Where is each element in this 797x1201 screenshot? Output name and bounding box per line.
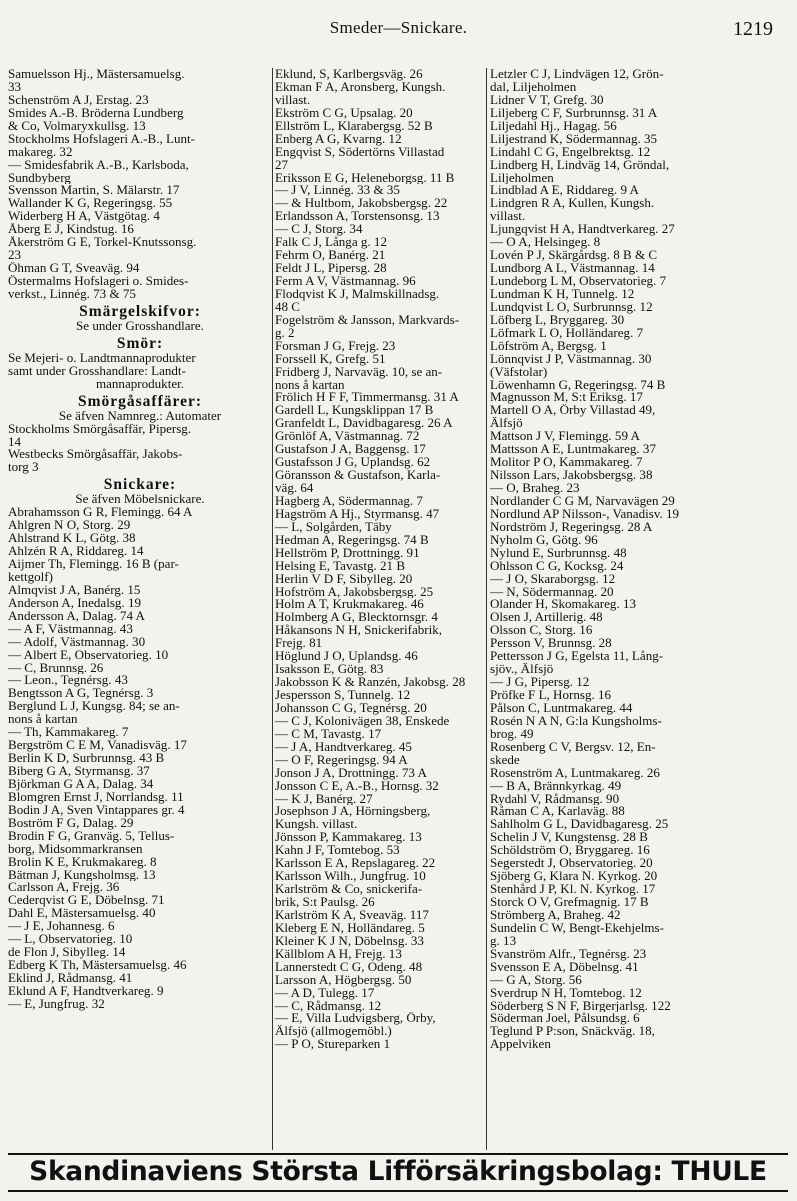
directory-line: nons å kartan	[8, 713, 78, 727]
directory-line: — J E, Johannesg. 6	[8, 920, 115, 934]
directory-line: Liljeholmen	[490, 171, 554, 185]
directory-line: — O, Braheg. 23	[490, 482, 580, 495]
directory-line: Kahn J F, Tomtebog. 53	[275, 844, 400, 858]
directory-line: Eklund A F, Handtverkareg. 9	[8, 984, 164, 998]
directory-line: Rosenström A, Luntmakareg. 26	[490, 766, 660, 780]
directory-line: Lidner V T, Grefg. 30	[490, 93, 604, 107]
directory-line: Pröfke F L, Hornsg. 16	[490, 689, 612, 702]
directory-line: Söderberg S N F, Birgerjarlsg. 122	[490, 999, 671, 1013]
directory-line: kettgolf)	[8, 570, 53, 584]
directory-line: Abrahamsson G R, Flemingg. 64 A	[8, 506, 193, 520]
directory-line: — J V, Linnég. 33 & 35	[275, 184, 400, 198]
directory-line: Löfberg L, Bryggareg. 30	[490, 313, 625, 327]
section-heading: Snickare:	[103, 476, 177, 494]
directory-line: Frejg. 81	[275, 637, 323, 651]
directory-line: — P O, Stureparken 1	[275, 1038, 391, 1052]
directory-line: Sjöberg G, Klara N. Kyrkog. 20	[490, 870, 658, 884]
directory-line: Edberg K Th, Mästersamuelsg. 46	[8, 959, 187, 972]
directory-line: Aijmer Th, Flemingg. 16 B (par-	[8, 558, 179, 571]
directory-line: Fogelström & Jansson, Markvards-	[275, 313, 460, 327]
directory-line: Jonson J A, Drottningg. 73 A	[275, 766, 427, 780]
directory-line: Hagström A Hj., Styrmansg. 47	[275, 507, 440, 521]
directory-line: Mattson J V, Flemingg. 59 A	[490, 430, 640, 444]
directory-line: Boström F G, Dalag. 29	[8, 816, 134, 830]
directory-line: Lundqvist L O, Surbrunnsg. 12	[490, 300, 653, 314]
directory-line: Enberg A G, Kvarng. 12	[275, 132, 402, 146]
directory-line: Johansson C G, Tegnérsg. 20	[275, 701, 427, 715]
directory-line: Lindberg H, Lindväg 14, Gröndal,	[490, 158, 670, 172]
directory-line: Svensson E A, Döbelnsg. 41	[490, 960, 639, 974]
directory-line: torg 3	[8, 461, 39, 475]
directory-line: — O F, Regeringsg. 94 A	[275, 753, 408, 767]
directory-line: — Adolf, Västmannag. 30	[8, 635, 146, 649]
directory-line: Gustafsson J G, Uplandsg. 62	[275, 456, 431, 470]
directory-line: Ahlgren N O, Storg. 29	[8, 519, 131, 533]
directory-line: Helsing E, Tavastg. 21 B	[275, 559, 406, 573]
directory-line: — B A, Brännkyrkag. 49	[490, 779, 622, 793]
directory-line: Ahlzén R A, Riddareg. 14	[8, 545, 144, 558]
directory-line: Hagberg A, Södermannag. 7	[275, 494, 423, 508]
directory-line: Ferm A V, Västmannag. 96	[275, 275, 416, 288]
directory-line: Stockholms Smörgåsaffär, Pipersg.	[8, 422, 192, 436]
directory-line: Samuelsson Hj., Mästersamuelsg.	[8, 68, 185, 81]
directory-line: Rosén N A N, G:la Kungsholms-	[490, 714, 662, 728]
directory-line: — E, Jungfrug. 32	[8, 997, 105, 1011]
directory-line: Olsen J, Artillerig. 48	[490, 611, 603, 625]
directory-line: Schöldström O, Bryggareg. 16	[490, 844, 650, 858]
directory-line: Löfström A, Bergsg. 1	[490, 339, 607, 353]
directory-line: Ljungqvist H A, Handtverkareg. 27	[490, 223, 675, 237]
directory-line: Olander H, Skomakareg. 13	[490, 598, 637, 612]
directory-line: Lindgren R A, Kullen, Kungsh.	[490, 197, 655, 211]
directory-line: Carlsson A, Frejg. 36	[8, 881, 120, 895]
directory-line: — E, Villa Ludvigsberg, Örby,	[275, 1012, 436, 1026]
directory-line: Karlsson E A, Repslagareg. 22	[275, 857, 436, 871]
directory-line: Kungsh. villast.	[275, 818, 358, 832]
directory-line: Sundelin C W, Bengt-Ekehjelms-	[490, 921, 664, 935]
directory-line: Söderman Joel, Pålsundsg. 6	[490, 1012, 640, 1026]
directory-line: Liljeberg C F, Surbrunnsg. 31 A	[490, 106, 658, 120]
directory-line: skede	[490, 753, 520, 767]
directory-line: — G A, Storg. 56	[490, 973, 582, 987]
directory-line: Brolin K E, Krukmakareg. 8	[8, 855, 157, 869]
directory-line: Karlström K A, Sveaväg. 117	[275, 908, 429, 922]
directory-line: Se Mejeri- o. Landtmannaprodukter	[8, 351, 196, 365]
directory-line: Andersson A, Dalag. 74 A	[8, 609, 145, 623]
directory-line: Se äfven Möbelsnickare.	[75, 493, 205, 507]
directory-line: 48 C	[275, 300, 301, 314]
directory-line: Dahl E, Mästersamuelsg. 40	[8, 907, 156, 921]
directory-line: Herlin V D F, Sibylleg. 20	[275, 572, 413, 586]
directory-line: Råman C A, Karlaväg. 88	[490, 805, 625, 819]
directory-line: Nilsson Lars, Jakobsbergsg. 38	[490, 469, 653, 482]
directory-line: Sahlholm G L, Davidbagaresg. 25	[490, 818, 669, 832]
directory-line: Lundeborg L M, Observatorieg. 7	[490, 275, 667, 288]
directory-line: Jonsson C E, A.-B., Hornsg. 32	[275, 779, 439, 793]
directory-line: Nyholm G, Götg. 96	[490, 533, 598, 547]
directory-line: Larsson A, Högbergsg. 50	[275, 973, 412, 987]
directory-line: Göransson & Gustafson, Karla-	[275, 469, 441, 482]
directory-line: g. 2	[275, 326, 295, 340]
directory-line: — J G, Pipersg. 12	[490, 676, 590, 689]
directory-line: Hellström P, Drottningg. 91	[275, 546, 420, 560]
directory-line: Rosenberg C V, Bergsv. 12, En-	[490, 740, 656, 754]
directory-line: Brodin F G, Granväg. 5, Tellus-	[8, 829, 175, 843]
directory-line: Se under Grosshandlare.	[76, 319, 204, 333]
column-middle	[272, 68, 485, 1150]
directory-line: g. 13	[490, 934, 517, 948]
directory-line: Granfeldt L, Davidbagaresg. 26 A	[275, 417, 453, 431]
directory-line: Höglund J O, Uplandsg. 46	[275, 650, 418, 664]
directory-line: Ohlsson C G, Kocksg. 24	[490, 559, 624, 573]
directory-line: villast.	[275, 93, 311, 107]
directory-line: — L, Solgården, Täby	[275, 520, 392, 534]
directory-line: Almqvist J A, Banérg. 15	[8, 583, 141, 597]
directory-line: Josephson J A, Hörningsberg,	[275, 805, 431, 819]
directory-line: borg, Midsommarkransen	[8, 842, 143, 856]
directory-line: Frölich H F F, Timmermansg. 31 A	[275, 391, 459, 405]
directory-line: — C J, Kolonivägen 38, Enskede	[275, 714, 450, 728]
directory-line: — & Hultbom, Jakobsbergsg. 22	[275, 197, 448, 211]
directory-line: Kleiner K J N, Döbelnsg. 33	[275, 934, 424, 948]
directory-columns	[0, 68, 797, 1150]
section-heading: Smör:	[116, 334, 164, 352]
directory-line: Håkansons N H, Snickerifabrik,	[275, 624, 443, 638]
directory-line: Westbecks Smörgåsaffär, Jakobs-	[8, 448, 183, 462]
directory-line: & Co, Volmaryxkullsg. 13	[8, 119, 146, 133]
directory-line: Storck O V, Grefmagnig. 17 B	[490, 896, 649, 909]
banner-text: Skandinaviens Största Lifförsäkringsbolag: THULE	[29, 1156, 767, 1187]
directory-line: Kleberg E N, Holländareg. 5	[275, 921, 425, 935]
directory-line: Jakobsson K & Ranzén, Jakobsg. 28	[275, 676, 466, 689]
directory-line: makareg. 32	[8, 145, 73, 159]
directory-line: Wallander K G, Regeringsg. 55	[8, 197, 173, 211]
directory-line: Hofström A, Jakobsbergsg. 25	[275, 585, 434, 599]
directory-line: Löwenhamn G, Regeringsg. 74 B	[490, 378, 666, 392]
directory-line: Rydahl V, Rådmansg. 90	[490, 792, 620, 806]
directory-line: Eriksson E G, Heleneborgsg. 11 B	[275, 171, 455, 185]
directory-line: Segerstedt J, Observatorieg. 20	[490, 857, 653, 871]
directory-line: Bengtsson A G, Tegnérsg. 3	[8, 687, 154, 701]
banner-rule-bottom	[8, 1190, 788, 1192]
directory-line: Åberg E J, Kindstug. 16	[8, 223, 134, 237]
directory-line: Källblom A H, Frejg. 13	[275, 947, 402, 961]
directory-line: villast.	[490, 210, 526, 224]
directory-line: Smides A.-B. Bröderna Lundberg	[8, 106, 184, 120]
directory-line: verkst., Linnég. 73 & 75	[8, 287, 136, 301]
directory-line: Fridberg J, Narvaväg. 10, se an-	[275, 365, 443, 379]
directory-line: Bodin J A, Sven Vintappares gr. 4	[8, 803, 185, 817]
directory-line: Öhman G T, Sveaväg. 94	[8, 262, 140, 275]
directory-line: Blomgren Ernst J, Norrlandsg. 11	[8, 790, 184, 804]
directory-line: — A D, Tulegg. 17	[275, 986, 375, 1000]
directory-line: väg. 64	[275, 482, 314, 495]
directory-line: Fehrm O, Banérg. 21	[275, 249, 386, 263]
directory-line: Pålson C, Luntmakareg. 44	[490, 701, 633, 715]
directory-line: Feldt J L, Pipersg. 28	[275, 262, 387, 275]
directory-line: Lovén P J, Skärgårdsg. 8 B & C	[490, 249, 658, 263]
directory-line: Lundman K H, Tunnelg. 12	[490, 287, 635, 301]
directory-line: Erlandsson A, Torstensonsg. 13	[275, 210, 440, 224]
directory-line: Anderson A, Inedalsg. 19	[8, 596, 141, 610]
directory-line: — N, Södermannag. 20	[490, 585, 614, 599]
directory-line: Biberg G A, Styrmansg. 37	[8, 765, 150, 778]
directory-line: — Albert E, Observatorieg. 10	[8, 648, 169, 662]
directory-line: — C J, Storg. 34	[275, 223, 363, 237]
directory-line: — Smidesfabrik A.-B., Karlsboda,	[8, 158, 189, 172]
directory-line: Sverdrup N H, Tomtebog. 12	[490, 986, 642, 1000]
directory-line: Grönlöf A, Västmannag. 72	[275, 430, 420, 444]
directory-line: 33	[8, 80, 22, 94]
directory-line: Mattsson A E, Luntmakareg. 37	[490, 443, 656, 457]
directory-line: Pettersson J G, Egelsta 11, Lång-	[490, 650, 664, 664]
directory-line: Isaksson E, Götg. 83	[275, 663, 384, 677]
directory-line: 23	[8, 249, 22, 263]
directory-line: brog. 49	[490, 727, 534, 741]
directory-line: — J A, Handtverkareg. 45	[275, 740, 412, 754]
directory-line: Teglund P P:son, Snäckväg. 18,	[490, 1025, 655, 1039]
directory-line: Persson V, Brunnsg. 28	[490, 637, 612, 651]
directory-line: Liljedahl Hj., Hagag. 56	[490, 119, 617, 133]
advertisement-banner	[8, 1153, 788, 1193]
directory-line: Ellström L, Klarabergsg. 52 B	[275, 119, 433, 133]
directory-line: Eklind J, Rådmansg. 41	[8, 972, 133, 985]
directory-line: — C, Brunnsg. 26	[8, 661, 104, 675]
directory-line: Ekström C G, Upsalag. 20	[275, 106, 413, 120]
directory-line: Liljestrand K, Södermannag. 35	[490, 132, 658, 146]
directory-line: Falk C J, Långa g. 12	[275, 236, 387, 250]
directory-line: — L, Observatorieg. 10	[8, 933, 133, 947]
directory-line: Engqvist S, Södertörns Villastad	[275, 145, 445, 159]
directory-line: — A F, Västmannag. 43	[8, 622, 133, 636]
directory-line: 14	[8, 435, 22, 449]
directory-line: — Th, Kammakareg. 7	[8, 726, 129, 740]
directory-line: Karlsson Wilh., Jungfrug. 10	[275, 870, 426, 884]
directory-line: Stenhård J P, Kl. N. Kyrkog. 17	[490, 883, 656, 896]
directory-line: Nylund E, Surbrunnsg. 48	[490, 546, 627, 560]
directory-line: Lönnqvist J P, Västmannag. 30	[490, 352, 652, 366]
directory-line: Letzler C J, Lindvägen 12, Grön-	[490, 68, 664, 81]
directory-line: Flodqvist K J, Malmskillnadsg.	[275, 287, 440, 301]
directory-line: — J O, Skaraborgsg. 12	[490, 572, 616, 586]
directory-line: Nordlund AP Nilsson-, Vanadisv. 19	[490, 507, 680, 521]
directory-line: Berglund L J, Kungsg. 84; se an-	[8, 700, 180, 714]
directory-line: Holmberg A G, Blecktornsgr. 4	[275, 611, 438, 625]
directory-line: Martell O A, Örby Villastad 49,	[490, 404, 656, 418]
directory-line: nons å kartan	[275, 378, 345, 392]
directory-line: Sundbyberg	[8, 171, 71, 185]
directory-line: Widerberg H A, Västgötag. 4	[8, 210, 160, 224]
directory-line: Holm A T, Krukmakareg. 46	[275, 598, 424, 612]
directory-line: brik, S:t Paulsg. 26	[275, 896, 375, 909]
directory-line: Schenström A J, Erstag. 23	[8, 93, 149, 107]
column-right	[486, 68, 796, 1150]
directory-line: Bergström C E M, Vanadisväg. 17	[8, 739, 187, 753]
directory-line: 27	[275, 158, 289, 172]
directory-line: sjöv., Älfsjö	[490, 663, 554, 677]
running-title: Smeder—Snickare.	[329, 18, 468, 37]
directory-line: Appelviken	[490, 1038, 551, 1052]
directory-line: Schelin J V, Kungstensg. 28 B	[490, 831, 648, 845]
directory-line: Ekman F A, Aronsberg, Kungsh.	[275, 80, 446, 94]
directory-line: Åkerström G E, Torkel-Knutssonsg.	[8, 236, 197, 250]
directory-line: Jönsson P, Kammakareg. 13	[275, 831, 422, 845]
directory-line: Strömberg A, Braheg. 42	[490, 908, 621, 922]
directory-line: Hedman A, Regeringsg. 74 B	[275, 533, 429, 547]
directory-line: mannaprodukter.	[95, 377, 185, 391]
directory-line: de Flon J, Sibylleg. 14	[8, 946, 126, 960]
directory-line: — C M, Tavastg. 17	[275, 727, 382, 741]
section-heading: Smörgåsaffärer:	[77, 392, 203, 410]
directory-line: Gardell L, Kungsklippan 17 B	[275, 404, 434, 418]
directory-line: Lundborg A L, Västmannag. 14	[490, 262, 655, 275]
directory-line: — O A, Helsingeg. 8	[490, 236, 601, 250]
directory-line: (Väfstolar)	[490, 365, 548, 379]
section-heading: Smärgelskifvor:	[79, 302, 201, 320]
directory-line: — C, Rådmansg. 12	[275, 999, 382, 1013]
directory-line: Nordlander C G M, Narvavägen 29	[490, 494, 675, 508]
directory-line: Björkman G A A, Dalag. 34	[8, 777, 154, 791]
directory-line: Berlin K D, Surbrunnsg. 43 B	[8, 752, 165, 765]
directory-line: Jespersson S, Tunnelg. 12	[275, 689, 411, 702]
directory-line: Forssell K, Grefg. 51	[275, 352, 386, 366]
directory-line: Lindblad A E, Riddareg. 9 A	[490, 184, 639, 198]
directory-line: Älfsjö	[490, 417, 523, 431]
directory-line: samt under Grosshandlare: Landt-	[8, 364, 186, 378]
directory-line: Se äfven Namnreg.: Automater	[58, 409, 222, 423]
directory-line: Molitor P O, Kammakareg. 7	[490, 456, 643, 470]
banner-rule-top	[8, 1153, 788, 1155]
directory-line: — K J, Banérg. 27	[275, 792, 373, 806]
directory-line: Eklund, S, Karlbergsväg. 26	[275, 68, 423, 81]
directory-line: Älfsjö (allmogemöbl.)	[275, 1025, 392, 1039]
directory-line: dal, Liljeholmen	[490, 80, 577, 94]
directory-line: Olsson C, Storg. 16	[490, 624, 593, 638]
directory-line: — Leon., Tegnérsg. 43	[8, 674, 128, 688]
directory-line: Svensson Martin, S. Mälarstr. 17	[8, 184, 180, 198]
directory-line: Lindahl C G, Engelbrektsg. 12	[490, 145, 651, 159]
directory-line: Lannerstedt C G, Odeng. 48	[275, 960, 423, 974]
directory-line: Karlström & Co, snickerifa-	[275, 883, 423, 896]
directory-line: Forsman J G, Frejg. 23	[275, 339, 396, 353]
page-header	[0, 16, 797, 46]
directory-line: Nordström J, Regeringsg. 28 A	[490, 520, 653, 534]
page-number: 1219	[733, 18, 773, 40]
directory-line: Stockholms Hofslageri A.-B., Lunt-	[8, 132, 195, 146]
directory-line: Gustafson J A, Baggensg. 17	[275, 443, 426, 457]
directory-line: Ahlstrand K L, Götg. 38	[8, 532, 136, 546]
directory-line: Bätman J, Kungsholmsg. 13	[8, 868, 156, 882]
directory-line: Östermalms Hofslageri o. Smides-	[8, 275, 189, 288]
directory-line: Löfmark L O, Holländareg. 7	[490, 326, 644, 340]
directory-line: Svanström Alfr., Tegnérsg. 23	[490, 947, 647, 961]
directory-line: Cederqvist G E, Döbelnsg. 71	[8, 894, 165, 908]
column-left	[8, 68, 272, 1150]
directory-line: Magnusson M, S:t Eriksg. 17	[490, 391, 643, 405]
